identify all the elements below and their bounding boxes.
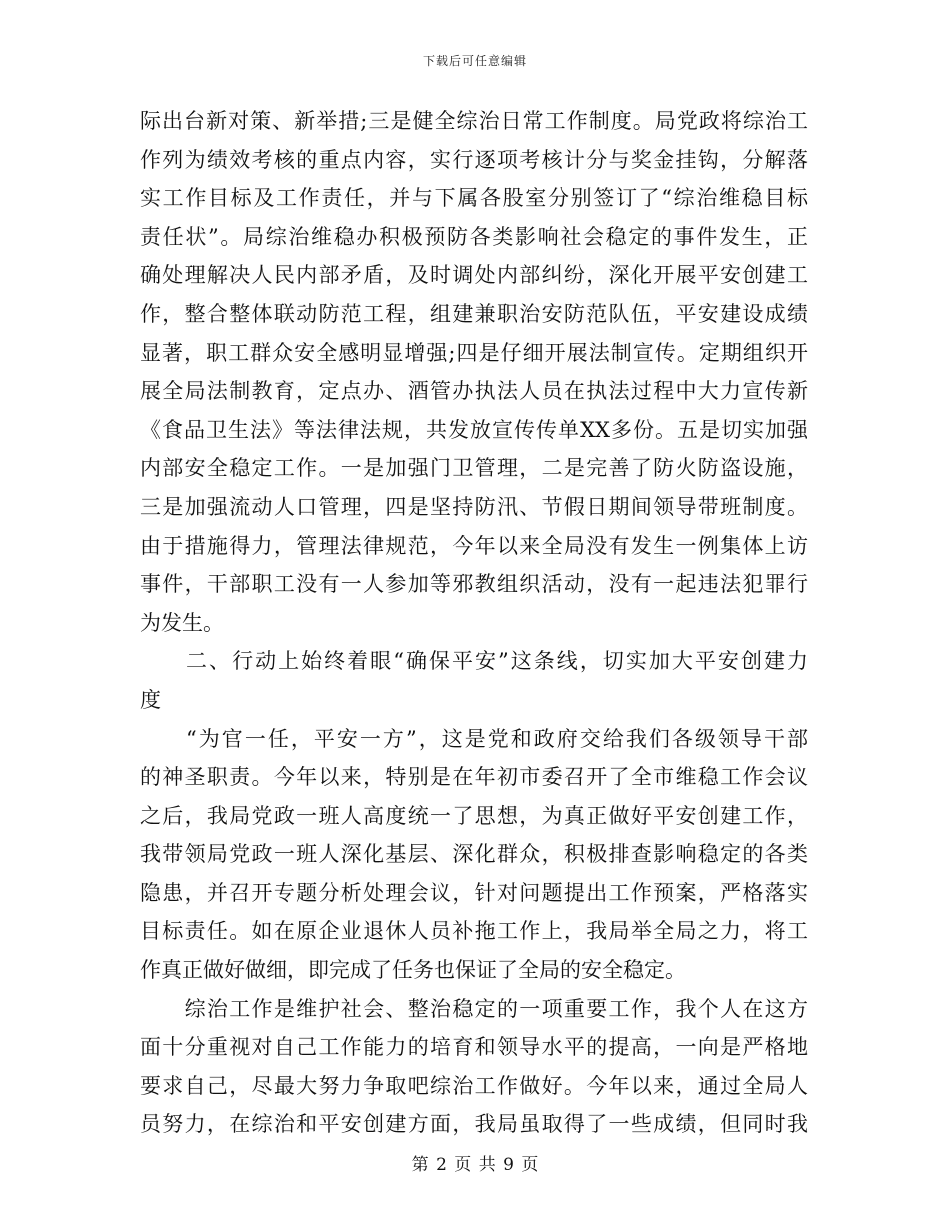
page-header: 下载后可任意编辑 <box>422 54 527 68</box>
text-line: 作列为绩效考核的重点内容，实行逐项考核计分与奖金挂钩，分解落 <box>140 147 808 172</box>
text-line: 展全局法制教育，定点办、酒管办执法人员在执法过程中大力宣传新 <box>140 379 808 404</box>
text-line: “为官一任，平安一方”，这是党和政府交给我们各级领导干部 <box>140 726 808 751</box>
text-line: 显著，职工群众安全感明显增强;四是仔细开展法制宣传。定期组织开 <box>140 340 808 365</box>
text-line: 际出台新对策、新举措;三是健全综治日常工作制度。局党政将综治工 <box>140 109 808 133</box>
text-line: 内部安全稳定工作。一是加强门卫管理，二是完善了防火防盗设施， <box>140 456 808 481</box>
text-line: 要求自己，尽最大努力争取吧综治工作做好。今年以来，通过全局人 <box>140 1073 808 1098</box>
section-heading-line: 二、行动上始终着眼“确保平安”这条线，切实加大平安创建力 <box>140 649 808 674</box>
text-line: 实工作目标及工作责任，并与下属各股室分别签订了“综治维稳目标 <box>140 186 808 211</box>
text-line: 三是加强流动人口管理，四是坚持防汛、节假日期间领导带班制度。 <box>140 494 808 519</box>
text-line: 作，整合整体联动防范工程，组建兼职治安防范队伍，平安建设成绩 <box>140 301 808 326</box>
text-line: 责任状”。局综治维稳办积极预防各类影响社会稳定的事件发生，正 <box>140 224 808 249</box>
text-line: 我带领局党政一班人深化基层、深化群众，积极排查影响稳定的各类 <box>140 842 808 867</box>
text-line: 事件，干部职工没有一人参加等邪教组织活动，没有一起违法犯罪行 <box>140 572 808 597</box>
text-line: 目标责任。如在原企业退休人员补拖工作上，我局举全局之力，将工 <box>140 919 808 944</box>
text-line: 隐患，并召开专题分析处理会议，针对问题提出工作预案，严格落实 <box>140 880 808 905</box>
text-line: 《食品卫生法》等法律法规，共发放宣传传单XX多份。五是切实加强 <box>140 417 808 442</box>
text-line: 为发生。 <box>140 610 224 635</box>
text-line: 确处理解决人民内部矛盾，及时调处内部纠纷，深化开展平安创建工 <box>140 263 808 288</box>
text-line: 员努力，在综治和平安创建方面，我局虽取得了一些成绩，但同时我 <box>140 1112 808 1137</box>
text-line: 面十分重视对自己工作能力的培育和领导水平的提高，一向是严格地 <box>140 1035 808 1060</box>
text-line: 的神圣职责。今年以来，特别是在年初市委召开了全市维稳工作会议 <box>140 765 808 790</box>
document-body <box>140 102 808 1144</box>
section-heading-line: 度 <box>140 687 161 712</box>
text-line: 之后，我局党政一班人高度统一了思想，为真正做好平安创建工作， <box>140 803 808 828</box>
text-line: 作真正做好做细，即完成了任务也保证了全局的安全稳定。 <box>140 958 686 983</box>
text-line: 综治工作是维护社会、整治稳定的一项重要工作，我个人在这方 <box>140 996 808 1021</box>
text-line: 由于措施得力，管理法律规范，今年以来全局没有发生一例集体上访 <box>140 533 808 558</box>
page-number: 第 2 页 共 9 页 <box>411 1155 539 1175</box>
